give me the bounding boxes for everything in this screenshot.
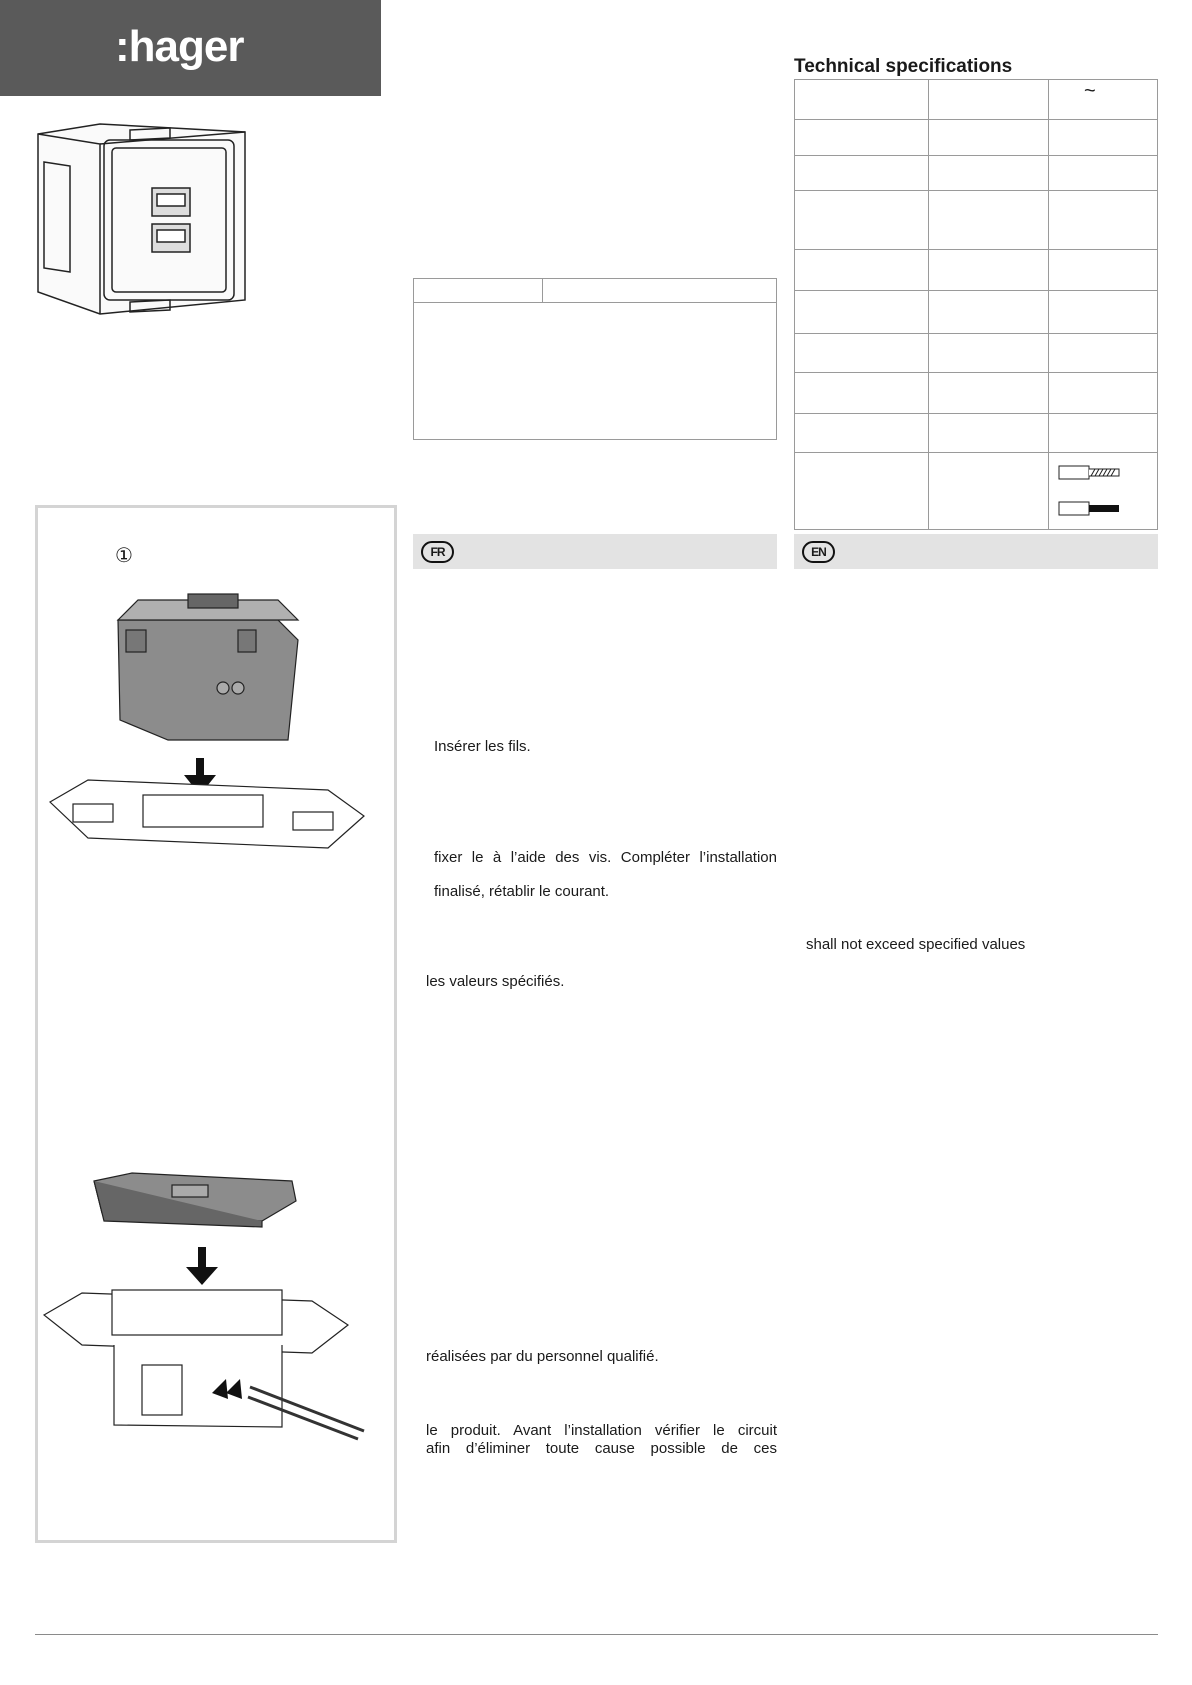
cover-fitting-figure [42, 1165, 372, 1455]
reference-table [413, 278, 777, 440]
fr-restore-power: finalisé, rétablir le courant. [434, 883, 610, 900]
fr-product-line: le produit. Avant l’installation vérifier le circuit [426, 1422, 777, 1439]
fr-badge: FR [421, 541, 454, 563]
wire-strip-icon [1057, 462, 1121, 522]
fr-insert-wires: Insérer les fils. [434, 738, 531, 755]
mounting-step-figure [48, 590, 374, 860]
reference-table-header [414, 279, 776, 303]
step-1-marker: ① [115, 545, 133, 567]
lang-bar-fr [413, 534, 777, 569]
fr-qualified: réalisées par du personnel qualifié. [426, 1348, 659, 1365]
spec-table [794, 79, 1158, 530]
brand-header [0, 0, 381, 96]
en-badge: EN [802, 541, 835, 563]
ac-symbol: ~ [1084, 80, 1096, 102]
footer-divider [35, 1634, 1158, 1635]
fr-values: les valeurs spécifiés. [426, 973, 565, 990]
usb-socket-illustration [30, 122, 260, 322]
lang-bar-en [794, 534, 1158, 569]
brand-logo: :hager [115, 22, 244, 71]
en-exceed: shall not exceed specified values [806, 936, 1026, 953]
spec-title: Technical specifications [794, 56, 1013, 77]
fr-eliminate-line: afin d’éliminer toute cause possible de ces [426, 1440, 777, 1457]
fr-fix-screws: fixer le à l’aide des vis. Compléter l’installation [434, 849, 777, 866]
